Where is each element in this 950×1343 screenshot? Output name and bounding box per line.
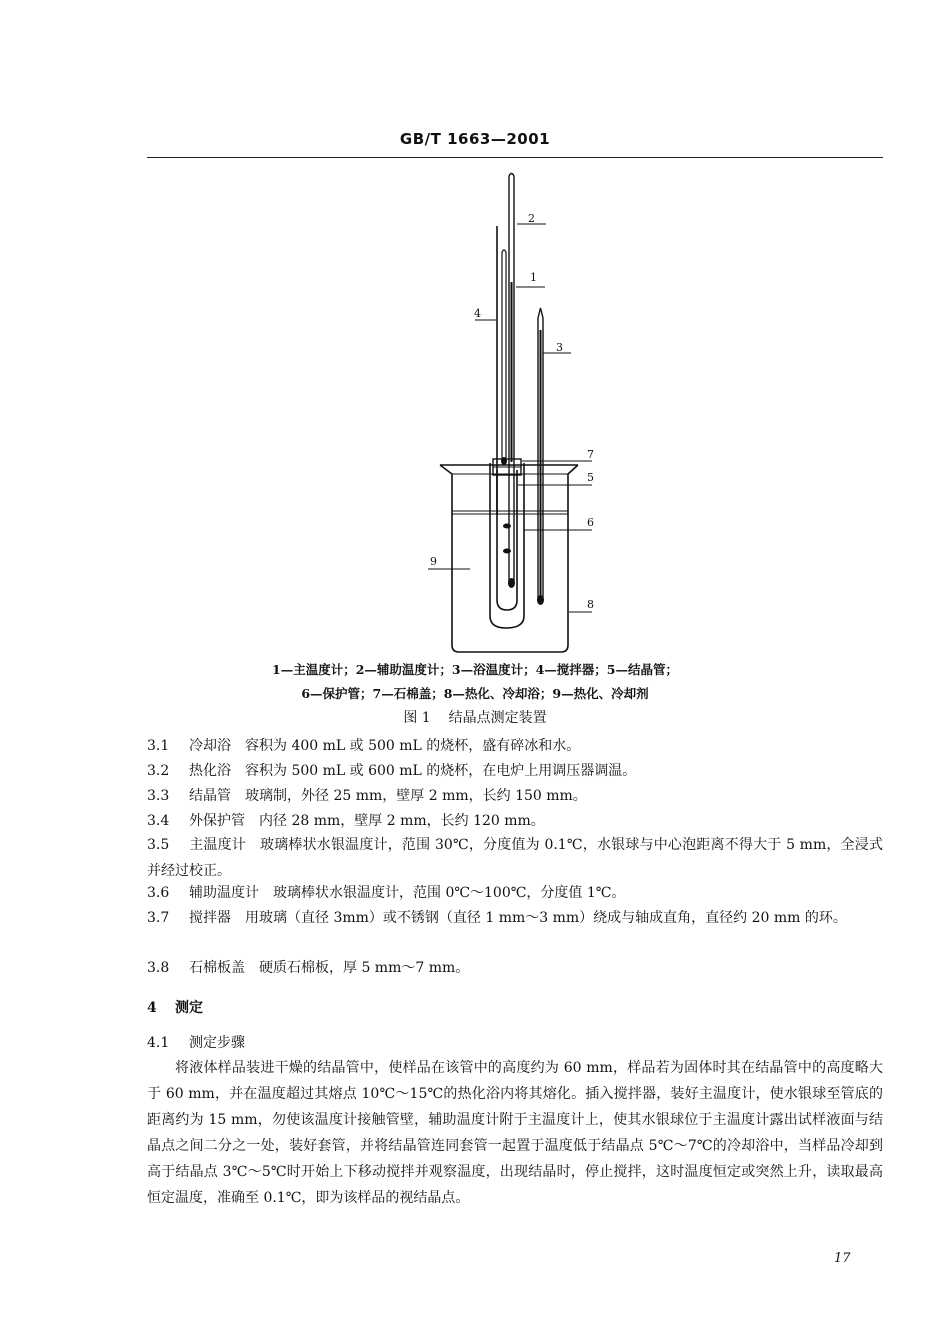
- subsection-title: 测定步骤: [189, 1035, 245, 1051]
- item-3-6: [147, 880, 883, 906]
- callout-2: 2: [528, 212, 535, 225]
- figure-legend-line1: 1—主温度计；2—辅助温度计；3—浴温度计；4—搅拌器；5—结晶管；: [272, 662, 678, 677]
- subsection-number: 4.1: [147, 1035, 170, 1051]
- callout-6: 6: [587, 516, 594, 529]
- item-3-7: [147, 905, 883, 931]
- item-number: 3.8: [147, 960, 170, 976]
- item-text: 玻璃制，外径 25 mm，壁厚 2 mm，长约 150 mm。: [245, 788, 587, 804]
- apparatus-figure: [0, 0, 950, 660]
- section-number: 4: [147, 1000, 157, 1016]
- callout-9: 9: [430, 555, 437, 568]
- figure-legend-line2: 6—保护管；7—石棉盖；8—热化、冷却浴；9—热化、冷却剂: [301, 686, 649, 701]
- page-number: 17: [834, 1251, 851, 1266]
- item-text: 容积为 500 mL 或 600 mL 的烧杯，在电炉上用调压器调温。: [245, 763, 637, 779]
- figure-title: [0, 707, 950, 727]
- item-term: 冷却浴: [189, 738, 231, 754]
- item-text: 玻璃棒状水银温度计，范围 30℃，分度值为 0.1℃，水银球与中心泡距离不得大于 5 mm，全浸式并经过校正。: [147, 837, 883, 879]
- protective-tube: [490, 463, 524, 628]
- callout-1: 1: [530, 271, 537, 284]
- item-text: 容积为 400 mL 或 500 mL 的烧杯，盛有碎冰和水。: [245, 738, 581, 754]
- callout-7: 7: [587, 448, 594, 461]
- document-header: GB/T 1663—2001: [399, 130, 551, 148]
- procedure-paragraph: 将液体样品装进干燥的结晶管中，使样品在该管中的高度约为 60 mm，样品若为固体时其在结晶管中的高度略大于 60 mm，并在温度超过其熔点 10℃～15℃的热化浴内将其熔化。插入搅拌器，装好主温度计，使水银球至管底的距离约为 15 mm，勿使该温度计接触管壁，辅助温度计附于主温度计上，使其水银球位于主温度计露出试样液面与结晶点之间二分之一处，装好套管，并将结晶管连同套管一起置于温度低于结晶点 5℃～7℃的冷却浴中，当样品冷却到高于结晶点 3℃～5℃时开始上下移动搅拌并观察温度，出现结晶时，停止搅拌，这时温度恒定或突然上升，读取最高恒定温度，准确至 0.1℃，即为该样品的视结晶点。: [147, 1060, 883, 1206]
- item-term: 外保护管: [189, 813, 245, 829]
- figure-title-text: 结晶点测定装置: [448, 710, 547, 726]
- item-number: 3.4: [147, 813, 170, 829]
- item-number: 3.7: [147, 910, 170, 926]
- item-number: 3.1: [147, 738, 170, 754]
- item-number: 3.5: [147, 837, 170, 853]
- item-text: 玻璃棒状水银温度计，范围 0℃～100℃，分度值 1℃。: [273, 885, 626, 901]
- item-number: 3.2: [147, 763, 170, 779]
- item-3-5: [147, 832, 883, 884]
- item-term: 热化浴: [189, 763, 231, 779]
- item-term: 辅助温度计: [189, 885, 259, 901]
- callout-8: 8: [587, 598, 594, 611]
- auxiliary-thermometer: [502, 250, 506, 460]
- item-text: 内径 28 mm，壁厚 2 mm，长约 120 mm。: [259, 813, 545, 829]
- callout-3: 3: [556, 341, 563, 354]
- item-3-8: [147, 955, 883, 981]
- section-title: 测定: [175, 1000, 203, 1016]
- callout-5: 5: [587, 471, 594, 484]
- item-3-3: [147, 783, 883, 809]
- item-term: 搅拌器: [189, 910, 231, 926]
- item-term: 主温度计: [189, 837, 246, 853]
- item-text: 用玻璃（直径 3mm）或不锈钢（直径 1 mm～3 mm）绕成与轴成直角，直径约 20 mm 的环。: [245, 910, 847, 926]
- item-3-1: [147, 733, 883, 759]
- item-number: 3.3: [147, 788, 170, 804]
- item-term: 结晶管: [189, 788, 231, 804]
- item-3-2: [147, 758, 883, 784]
- item-text: 硬质石棉板，厚 5 mm～7 mm。: [259, 960, 470, 976]
- item-number: 3.6: [147, 885, 170, 901]
- callout-4: 4: [474, 307, 481, 320]
- subsection-4-1-heading: [147, 1030, 883, 1056]
- item-term: 石棉板盖: [189, 960, 245, 976]
- figure-number: 图 1: [403, 710, 431, 726]
- section-4-heading: [147, 997, 203, 1017]
- item-3-4: [147, 808, 883, 834]
